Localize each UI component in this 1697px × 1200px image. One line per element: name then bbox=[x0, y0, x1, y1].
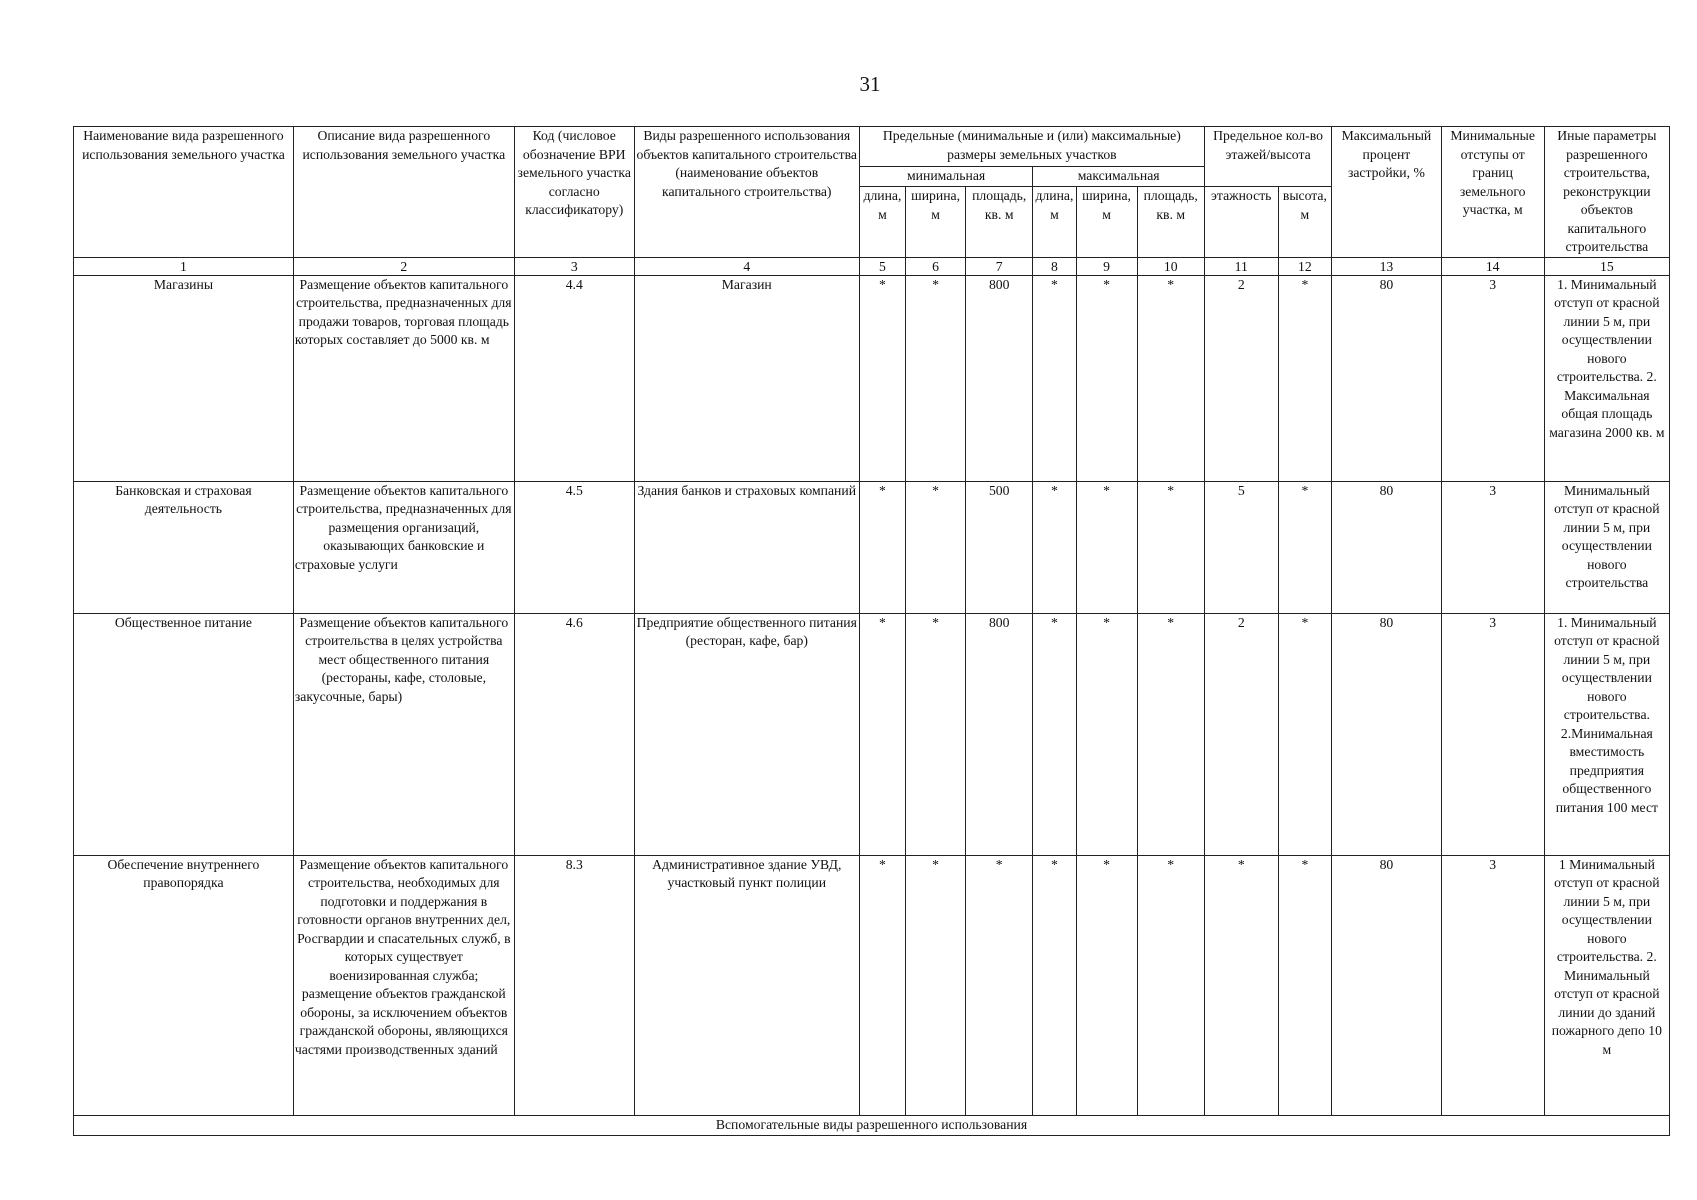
header-height: высота, м bbox=[1278, 187, 1332, 257]
other-params: Минимальный отступ от красной линии 5 м, при осуществлении нового строительства bbox=[1544, 481, 1669, 613]
max-length: * bbox=[1033, 613, 1076, 855]
max-percent: 80 bbox=[1332, 275, 1441, 481]
other-params: 1. Минимальный отступ от красной линии 5 м, при осуществлении нового строительства. 2. Максимальная общая площадь магазина 2000 кв. м bbox=[1544, 275, 1669, 481]
column-number: 6 bbox=[906, 257, 966, 275]
use-name: Магазины bbox=[74, 275, 294, 481]
use-name: Банковская и страховая деятельность bbox=[74, 481, 294, 613]
other-params: 1. Минимальный отступ от красной линии 5 м, при осуществлении нового строительства. 2.Минимальная вместимость предприятия общественного питания 100 мест bbox=[1544, 613, 1669, 855]
min-area: * bbox=[966, 855, 1033, 1115]
floors: 2 bbox=[1204, 613, 1278, 855]
min-width: * bbox=[906, 855, 966, 1115]
column-number: 5 bbox=[859, 257, 905, 275]
header-plot-sizes: Предельные (минимальные и (или) максимальные) размеры земельных участков bbox=[859, 127, 1204, 167]
object-kind: Магазин bbox=[634, 275, 859, 481]
header-max-length: длина, м bbox=[1033, 187, 1076, 257]
height: * bbox=[1278, 481, 1332, 613]
header-max-width: ширина, м bbox=[1076, 187, 1137, 257]
use-description: Размещение объектов капитального строительства, необходимых для подготовки и поддержания в готовности органов внутренних дел, Росгвардии и спасательных служб, в которых существует военизированная служба; размещение объектов гражданской обороны, за исключением объектов гражданской обороны, являющихся частями производственных зданий bbox=[293, 855, 514, 1115]
header-code: Код (числовое обозначение ВРИ земельного участка согласно классификатору) bbox=[514, 127, 634, 258]
max-width: * bbox=[1076, 275, 1137, 481]
use-code: 8.3 bbox=[514, 855, 634, 1115]
min-area: 800 bbox=[966, 613, 1033, 855]
column-number-row bbox=[74, 257, 1670, 275]
header-min-area: площадь, кв. м bbox=[966, 187, 1033, 257]
min-width: * bbox=[906, 613, 966, 855]
use-name: Обеспечение внутреннего правопорядка bbox=[74, 855, 294, 1115]
use-code: 4.5 bbox=[514, 481, 634, 613]
max-area: * bbox=[1137, 855, 1204, 1115]
header-min-length: длина, м bbox=[859, 187, 905, 257]
use-description: Размещение объектов капитального строительства, предназначенных для размещения организаций, оказывающих банковские и страховые услуги bbox=[293, 481, 514, 613]
column-number: 15 bbox=[1544, 257, 1669, 275]
header-min-width: ширина, м bbox=[906, 187, 966, 257]
max-percent: 80 bbox=[1332, 613, 1441, 855]
max-width: * bbox=[1076, 855, 1137, 1115]
max-area: * bbox=[1137, 613, 1204, 855]
max-length: * bbox=[1033, 275, 1076, 481]
min-area: 800 bbox=[966, 275, 1033, 481]
table-row bbox=[74, 613, 1670, 855]
height: * bbox=[1278, 855, 1332, 1115]
min-setback: 3 bbox=[1441, 275, 1544, 481]
use-description: Размещение объектов капитального строительства, предназначенных для продажи товаров, торговая площадь которых составляет до 5000 кв. м bbox=[293, 275, 514, 481]
header-max-area: площадь, кв. м bbox=[1137, 187, 1204, 257]
floors: * bbox=[1204, 855, 1278, 1115]
header-max-percent: Максимальный процент застройки, % bbox=[1332, 127, 1441, 258]
min-length: * bbox=[859, 275, 905, 481]
section-title-auxiliary-uses: Вспомогательные виды разрешенного использования bbox=[74, 1115, 1670, 1135]
max-width: * bbox=[1076, 613, 1137, 855]
min-setback: 3 bbox=[1441, 613, 1544, 855]
header-row-1 bbox=[74, 127, 1670, 167]
header-max: максимальная bbox=[1033, 166, 1205, 186]
header-object-kinds: Виды разрешенного использования объектов капитального строительства (наименование объектов капитального строительства) bbox=[634, 127, 859, 258]
column-number: 9 bbox=[1076, 257, 1137, 275]
table-row bbox=[74, 481, 1670, 613]
height: * bbox=[1278, 613, 1332, 855]
column-number: 2 bbox=[293, 257, 514, 275]
header-name: Наименование вида разрешенного использования земельного участка bbox=[74, 127, 294, 258]
table-row bbox=[74, 855, 1670, 1115]
min-setback: 3 bbox=[1441, 855, 1544, 1115]
column-number: 10 bbox=[1137, 257, 1204, 275]
max-length: * bbox=[1033, 481, 1076, 613]
table-row bbox=[74, 275, 1670, 481]
header-min-setback: Минимальные отступы от границ земельного участка, м bbox=[1441, 127, 1544, 258]
column-number: 3 bbox=[514, 257, 634, 275]
use-name: Общественное питание bbox=[74, 613, 294, 855]
min-length: * bbox=[859, 613, 905, 855]
page-number: 31 bbox=[859, 72, 881, 96]
min-area: 500 bbox=[966, 481, 1033, 613]
header-description: Описание вида разрешенного использования земельного участка bbox=[293, 127, 514, 258]
use-description: Размещение объектов капитального строительства в целях устройства мест общественного питания (рестораны, кафе, столовые, закусочные, бары) bbox=[293, 613, 514, 855]
header-min: минимальная bbox=[859, 166, 1033, 186]
column-number: 8 bbox=[1033, 257, 1076, 275]
max-percent: 80 bbox=[1332, 855, 1441, 1115]
header-other-params: Иные параметры разрешенного строительства, реконструкции объектов капитального строительства bbox=[1544, 127, 1669, 258]
min-length: * bbox=[859, 855, 905, 1115]
other-params: 1 Минимальный отступ от красной линии 5 м, при осуществлении нового строительства. 2. Минимальный отступ от красной линии до зданий пожарного депо 10 м bbox=[1544, 855, 1669, 1115]
min-width: * bbox=[906, 481, 966, 613]
object-kind: Предприятие общественного питания (ресторан, кафе, бар) bbox=[634, 613, 859, 855]
floors: 5 bbox=[1204, 481, 1278, 613]
floors: 2 bbox=[1204, 275, 1278, 481]
column-number: 12 bbox=[1278, 257, 1332, 275]
object-kind: Здания банков и страховых компаний bbox=[634, 481, 859, 613]
min-length: * bbox=[859, 481, 905, 613]
column-number: 1 bbox=[74, 257, 294, 275]
header-floors: этажность bbox=[1204, 187, 1278, 257]
column-number: 4 bbox=[634, 257, 859, 275]
max-percent: 80 bbox=[1332, 481, 1441, 613]
max-area: * bbox=[1137, 481, 1204, 613]
height: * bbox=[1278, 275, 1332, 481]
header-floors-height: Предельное кол-во этажей/высота bbox=[1204, 127, 1331, 187]
column-number: 14 bbox=[1441, 257, 1544, 275]
zoning-regulations-table bbox=[73, 126, 1670, 1136]
max-area: * bbox=[1137, 275, 1204, 481]
max-width: * bbox=[1076, 481, 1137, 613]
use-code: 4.4 bbox=[514, 275, 634, 481]
column-number: 7 bbox=[966, 257, 1033, 275]
object-kind: Административное здание УВД, участковый пункт полиции bbox=[634, 855, 859, 1115]
max-length: * bbox=[1033, 855, 1076, 1115]
column-number: 11 bbox=[1204, 257, 1278, 275]
min-setback: 3 bbox=[1441, 481, 1544, 613]
section-row bbox=[74, 1115, 1670, 1135]
min-width: * bbox=[906, 275, 966, 481]
use-code: 4.6 bbox=[514, 613, 634, 855]
column-number: 13 bbox=[1332, 257, 1441, 275]
